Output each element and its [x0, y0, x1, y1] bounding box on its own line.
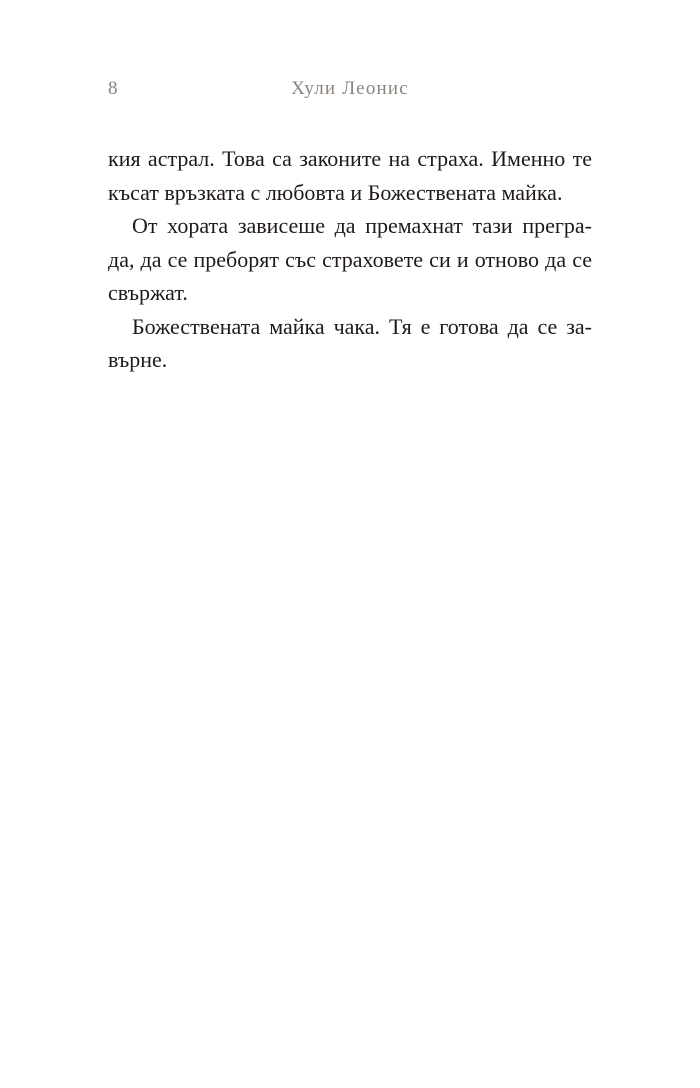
- paragraph-2: [108, 209, 592, 310]
- text-line: От хората зависеше да премахнат тази прегра-: [132, 213, 592, 238]
- author-name: Хули Леонис: [291, 78, 409, 99]
- text-line: да, да се преборят със страховете си и отново да се: [108, 246, 592, 272]
- running-head: [108, 78, 592, 102]
- text-line: късат връзката с любовта и Божествената майка.: [108, 179, 563, 205]
- text-line: върне.: [108, 347, 168, 372]
- paragraph-1: [108, 142, 592, 209]
- text-line: кия астрал. Това са законите на страха. Именно те: [108, 146, 592, 171]
- body-text: [108, 142, 592, 377]
- text-line: свържат.: [108, 280, 188, 305]
- paragraph-3: [108, 310, 592, 377]
- text-line: Божествената майка чака. Тя е готова да се за-: [132, 313, 592, 339]
- page-number: 8: [108, 78, 118, 99]
